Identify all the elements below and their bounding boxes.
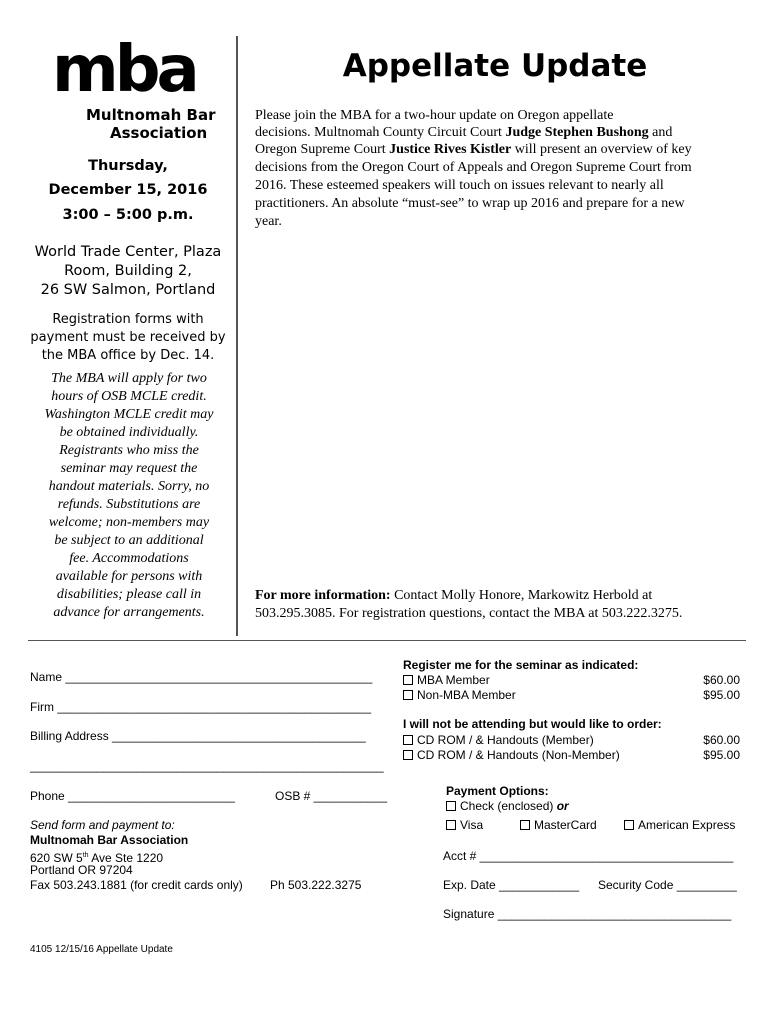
mba-logo: [52, 33, 216, 143]
or-label: or: [556, 799, 569, 813]
checkbox-icon[interactable]: [403, 735, 413, 745]
horizontal-divider: [28, 640, 746, 641]
intro-line: Please join the MBA for a two-hour update on Oregon appellate: [255, 108, 614, 123]
intro-line: Oregon Supreme Court Justice Rives Kistler will present an overview of key: [255, 142, 692, 157]
checkbox-icon[interactable]: [446, 801, 456, 811]
option-check[interactable]: Check (enclosed) or: [446, 799, 569, 814]
exp-date-field[interactable]: Exp. Date ____________: [443, 878, 580, 892]
date-day: Thursday,: [88, 158, 168, 174]
signature-field[interactable]: Signature ___________________________________: [443, 907, 732, 921]
send-label: Send form and payment to:: [30, 818, 175, 832]
name-field[interactable]: Name ______________________________________________: [30, 670, 373, 684]
intro-line: year.: [255, 214, 282, 229]
firm-field[interactable]: Firm _______________________________________________: [30, 700, 371, 714]
speaker-judge: Judge Stephen Bushong: [505, 125, 649, 140]
logo-letters: mba: [52, 33, 196, 107]
price-cd-nonmember: $95.00: [703, 748, 740, 762]
price-nonmember: $95.00: [703, 688, 740, 702]
order-heading: I will not be attending but would like to order:: [403, 717, 662, 731]
checkbox-icon[interactable]: [446, 820, 456, 830]
security-code-field[interactable]: Security Code _________: [598, 878, 737, 892]
registration-line: Registration forms with: [52, 312, 204, 327]
note-line: refunds. Substitutions are: [57, 497, 201, 512]
more-info-label: For more information:: [255, 588, 391, 603]
checkbox-icon[interactable]: [624, 820, 634, 830]
note-line: welcome; non-members may: [48, 515, 210, 530]
note-line: Washington MCLE credit may: [44, 407, 214, 422]
speaker-justice: Justice Rives Kistler: [389, 142, 512, 157]
phone-number: Ph 503.222.3275: [270, 878, 362, 892]
note-line: hours of OSB MCLE credit.: [51, 389, 207, 404]
note-line: seminar may request the: [60, 461, 198, 476]
price-cd-member: $60.00: [703, 733, 740, 747]
option-cd-nonmember[interactable]: CD ROM / & Handouts (Non-Member): [403, 748, 620, 763]
option-mba-member[interactable]: MBA Member: [403, 673, 490, 688]
logo-line-2: Association: [110, 124, 208, 142]
option-mastercard[interactable]: MasterCard: [520, 818, 597, 833]
more-info-line: For more information: Contact Molly Honore, Markowitz Herbold at: [255, 588, 653, 603]
option-non-mba-member[interactable]: Non-MBA Member: [403, 688, 516, 703]
location-line: World Trade Center, Plaza: [34, 244, 222, 260]
form-code: 4105 12/15/16 Appellate Update: [30, 944, 173, 955]
intro-line: decisions from the Oregon Court of Appeals and Oregon Supreme Court from: [255, 160, 692, 175]
note-line: fee. Accommodations: [69, 551, 189, 566]
intro-line: 2016. These esteemed speakers will touch on issues relevant to nearly all: [255, 178, 664, 193]
checkbox-icon[interactable]: [403, 675, 413, 685]
address-line-2: Portland OR 97204: [30, 863, 133, 877]
page-title: Appellate Update: [342, 48, 648, 84]
fax-number: Fax 503.243.1881 (for credit cards only): [30, 878, 243, 892]
date-time: 3:00 – 5:00 p.m.: [62, 207, 194, 223]
billing-address-field[interactable]: Billing Address ______________________________________: [30, 729, 366, 743]
osb-field[interactable]: OSB # ___________: [275, 789, 388, 803]
note-line: advance for arrangements.: [53, 605, 205, 620]
phone-field[interactable]: Phone _________________________: [30, 789, 235, 803]
option-amex[interactable]: American Express: [624, 818, 735, 833]
send-org: Multnomah Bar Association: [30, 833, 189, 847]
billing-address-field-2[interactable]: _____________________________________________________: [30, 759, 384, 773]
payment-heading: Payment Options:: [446, 784, 549, 798]
note-line: Registrants who miss the: [59, 443, 199, 458]
address-line-1: 620 SW 5th Ave Ste 1220: [30, 851, 164, 865]
option-visa[interactable]: Visa: [446, 818, 483, 833]
logo-line-1: Multnomah Bar: [86, 106, 216, 124]
price-member: $60.00: [703, 673, 740, 687]
location-line: Room, Building 2,: [64, 263, 192, 279]
note-line: available for persons with: [55, 569, 203, 584]
option-cd-member[interactable]: CD ROM / & Handouts (Member): [403, 733, 594, 748]
note-line: be obtained individually.: [59, 425, 199, 440]
vertical-divider: [236, 36, 238, 636]
checkbox-icon[interactable]: [403, 750, 413, 760]
note-line: be subject to an additional: [54, 533, 204, 548]
intro-line: practitioners. An absolute “must-see” to wrap up 2016 and prepare for a new: [255, 196, 685, 211]
register-heading: Register me for the seminar as indicated:: [403, 658, 639, 672]
checkbox-icon[interactable]: [520, 820, 530, 830]
registration-line: the MBA office by Dec. 14.: [41, 348, 215, 363]
registration-line: payment must be received by: [30, 330, 226, 345]
note-line: disabilities; please call in: [56, 587, 202, 602]
location-line: 26 SW Salmon, Portland: [40, 282, 216, 298]
more-info-line: 503.295.3085. For registration questions, contact the MBA at 503.222.3275.: [255, 606, 683, 621]
checkbox-icon[interactable]: [403, 690, 413, 700]
note-line: The MBA will apply for two: [51, 371, 207, 386]
date-date: December 15, 2016: [48, 182, 208, 198]
intro-line: decisions. Multnomah County Circuit Court Judge Stephen Bushong and: [255, 125, 673, 140]
note-line: handout materials. Sorry, no: [48, 479, 210, 494]
acct-field[interactable]: Acct # ______________________________________: [443, 849, 734, 863]
